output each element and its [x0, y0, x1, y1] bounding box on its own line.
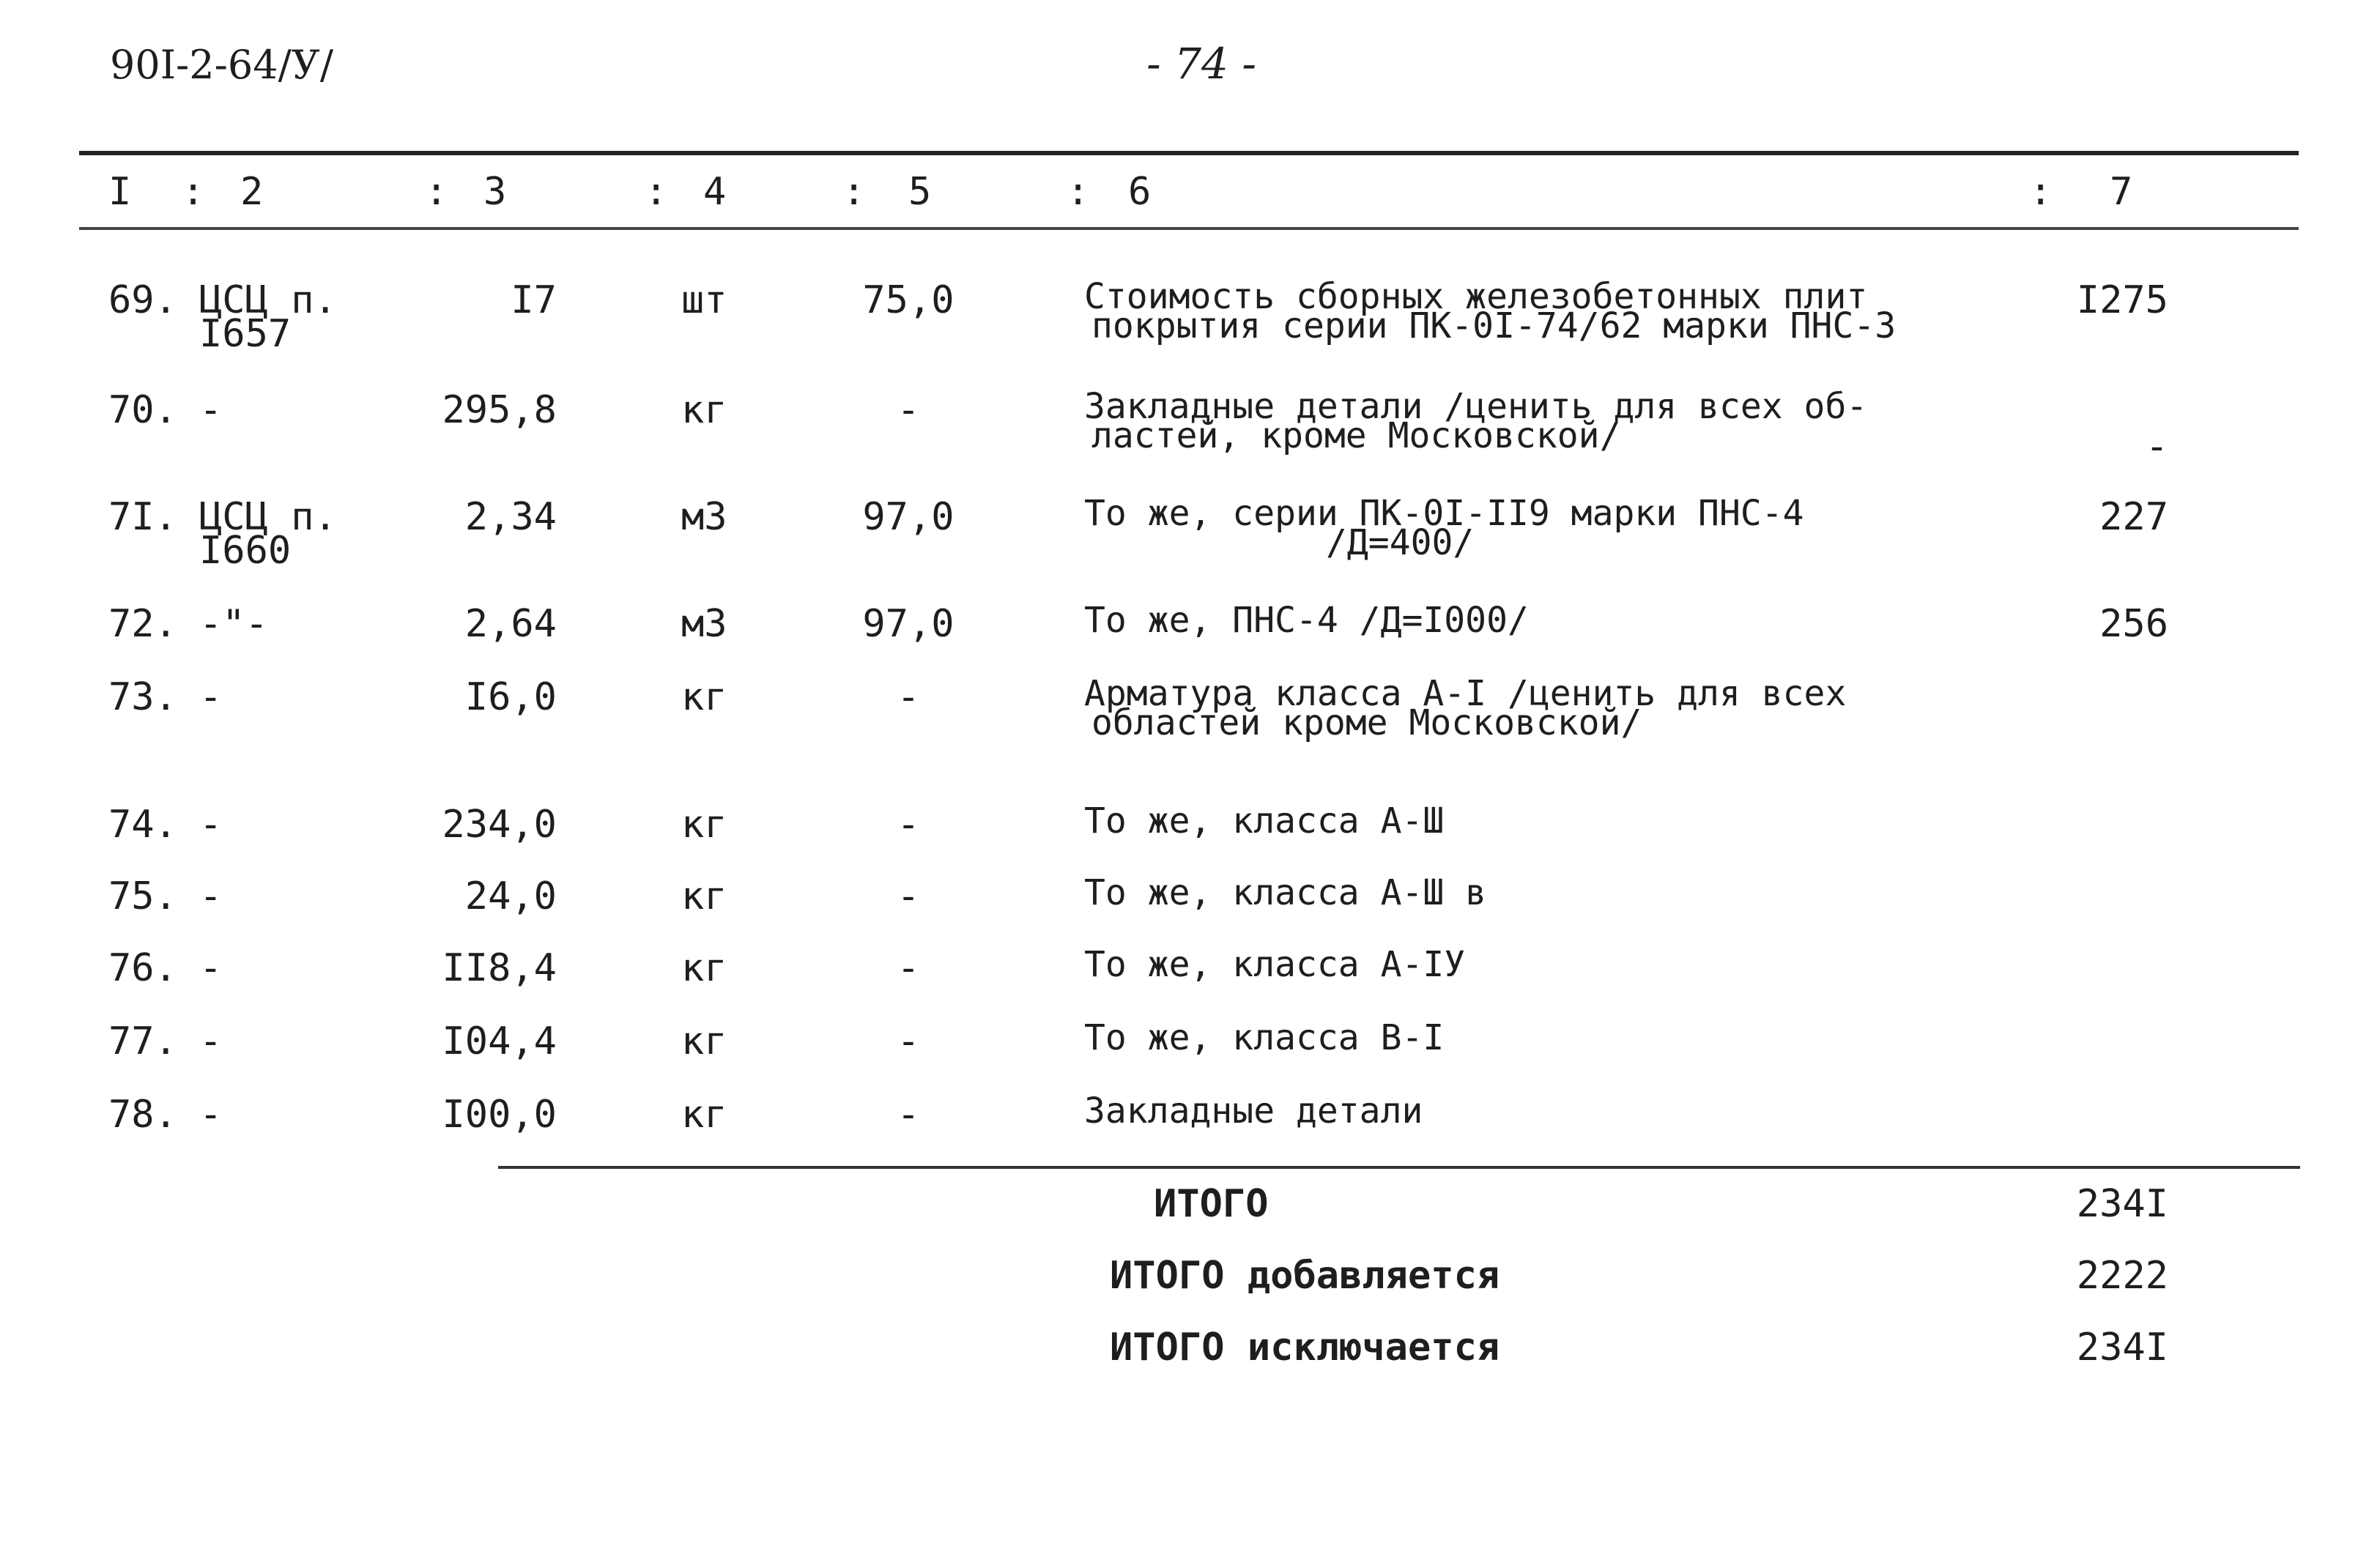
row-quantity: I04,4 [442, 1019, 557, 1063]
col-sep-6: : [2029, 170, 2053, 214]
row-total: 256 [2099, 602, 2168, 646]
row-number: 75. [108, 874, 177, 918]
row-unit: шт [681, 278, 727, 322]
col-sep-4: : [842, 170, 866, 214]
total-value: 234I [2076, 1182, 2168, 1226]
row-quantity: 2,34 [464, 495, 557, 539]
page-number: - 74 - [1146, 39, 1256, 89]
row-price: 97,0 [862, 495, 954, 539]
col-header-5: 5 [908, 170, 932, 214]
row-reference: - [199, 388, 223, 432]
row-description-2: областей кроме Московской/ [1091, 702, 1642, 743]
col-header-2: 2 [240, 170, 264, 214]
document-code: 90I-2-64/У/ [110, 42, 334, 88]
row-description: То же, класса А-Ш [1084, 800, 1445, 841]
row-unit: м3 [681, 602, 727, 646]
header-rule [79, 227, 2299, 230]
row-reference: ЦСЦ п. [199, 495, 337, 539]
row-description: То же, класса В-I [1084, 1017, 1445, 1058]
row-description: То же, класса А-IУ [1084, 944, 1466, 985]
col-header-7: 7 [2110, 170, 2133, 214]
row-number: 72. [108, 602, 177, 646]
row-quantity: 24,0 [464, 874, 557, 918]
row-reference: - [199, 803, 223, 847]
row-number: 78. [108, 1093, 177, 1137]
col-sep-3: : [645, 170, 668, 214]
row-number: 73. [108, 675, 177, 719]
col-header-4: 4 [703, 170, 727, 214]
row-reference-2: I660 [199, 529, 292, 573]
row-number: 74. [108, 803, 177, 847]
row-number: 77. [108, 1019, 177, 1063]
row-unit: кг [681, 388, 727, 432]
row-total: I275 [2076, 278, 2168, 322]
total-label: ИТОГО [1154, 1182, 1269, 1226]
row-price: - [897, 946, 920, 990]
row-total: - [2145, 425, 2168, 469]
row-number: 7I. [108, 495, 177, 539]
row-reference: -"- [199, 602, 268, 646]
row-reference: - [199, 946, 223, 990]
row-price: - [897, 675, 920, 719]
row-description: Арматура класса А-I /ценить для всех [1084, 673, 1847, 714]
row-price: - [897, 874, 920, 918]
row-reference: - [199, 1093, 223, 1137]
row-quantity: 234,0 [442, 803, 557, 847]
row-price: - [897, 388, 920, 432]
row-quantity: 2,64 [464, 602, 557, 646]
row-unit: кг [681, 946, 727, 990]
row-reference: - [199, 675, 223, 719]
col-header-6: 6 [1128, 170, 1152, 214]
row-price: - [897, 803, 920, 847]
row-price: - [897, 1093, 920, 1137]
row-unit: кг [681, 1019, 727, 1063]
total-excluded-label: ИТОГО исключается [1110, 1326, 1500, 1370]
row-quantity: I7 [511, 278, 557, 322]
row-description: То же, класса А-Ш в [1084, 872, 1487, 913]
row-description-2: ластей, кроме Московской/ [1091, 415, 1621, 456]
row-number: 69. [108, 278, 177, 322]
row-unit: кг [681, 803, 727, 847]
top-rule [79, 151, 2299, 155]
row-description: Стоимость сборных железобетонных плит [1084, 276, 1868, 317]
col-sep-2: : [425, 170, 448, 214]
row-quantity: II8,4 [442, 946, 557, 990]
col-sep-1: : [182, 170, 205, 214]
row-price: - [897, 1019, 920, 1063]
total-added-label: ИТОГО добавляется [1110, 1254, 1500, 1298]
total-excluded-value: 234I [2076, 1326, 2168, 1370]
row-description: То же, ПНС-4 /Д=I000/ [1084, 600, 1529, 641]
col-sep-5: : [1067, 170, 1090, 214]
total-added-value: 2222 [2076, 1254, 2168, 1298]
row-description-2: /Д=400/ [1326, 522, 1475, 563]
row-number: 76. [108, 946, 177, 990]
row-description: То же, серии ПК-0I-II9 марки ПНС-4 [1084, 493, 1804, 534]
row-reference: ЦСЦ п. [199, 278, 337, 322]
row-unit: кг [681, 1093, 727, 1137]
row-reference: - [199, 874, 223, 918]
row-price: 97,0 [862, 602, 954, 646]
row-description: Закладные детали /ценить для всех об- [1084, 386, 1868, 427]
row-total: 227 [2099, 495, 2168, 539]
row-price: 75,0 [862, 278, 954, 322]
col-header-3: 3 [483, 170, 507, 214]
col-header-1: I [108, 170, 132, 214]
row-unit: кг [681, 874, 727, 918]
row-reference-2: I657 [199, 312, 292, 356]
row-quantity: I6,0 [464, 675, 557, 719]
row-description-2: покрытия серии ПК-0I-74/62 марки ПНС-3 [1091, 305, 1897, 346]
totals-rule [498, 1166, 2300, 1169]
row-quantity: 295,8 [442, 388, 557, 432]
row-number: 70. [108, 388, 177, 432]
row-unit: м3 [681, 495, 727, 539]
row-quantity: I00,0 [442, 1093, 557, 1137]
row-description: Закладные детали [1084, 1090, 1423, 1131]
row-unit: кг [681, 675, 727, 719]
row-reference: - [199, 1019, 223, 1063]
